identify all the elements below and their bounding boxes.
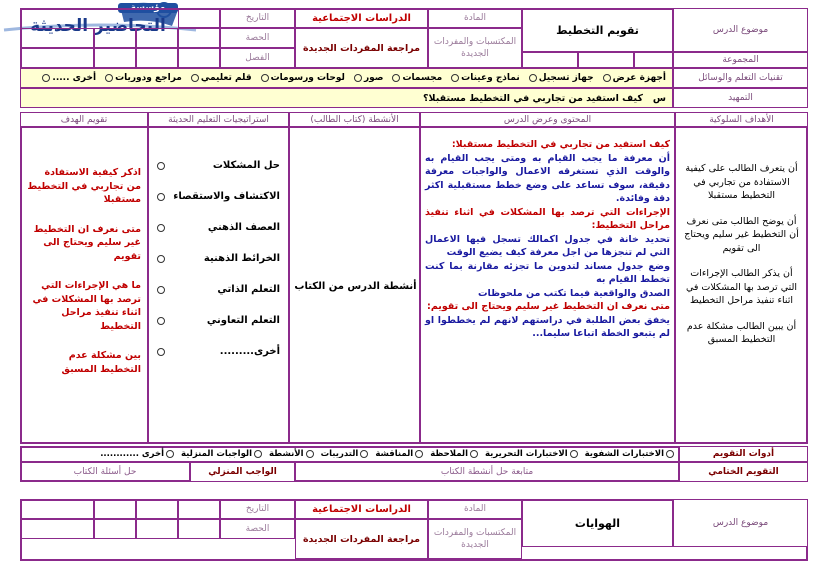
assessment-option-label: الاختبارات التحريرية	[485, 449, 568, 459]
date2-slot	[178, 499, 220, 519]
period2-label: الحصة	[220, 519, 295, 539]
content-paragraph: متى نعرف ان التخطيط غير سليم ويحتاج الى تقويم:	[427, 301, 670, 312]
date-slot	[178, 28, 220, 48]
final-value: متابعة حل أنشطة الكتاب	[295, 462, 679, 482]
radio-circle-icon[interactable]	[254, 450, 262, 458]
concepts-label: المكتسبات والمفردات الجديدة	[428, 28, 522, 68]
radio-circle-icon[interactable]	[306, 450, 314, 458]
strategy-option-label: أخرى.........	[219, 346, 280, 357]
radio-circle-icon[interactable]	[157, 255, 165, 263]
date-slot	[94, 28, 136, 48]
tool-option-label: جهاز تسجيل	[538, 73, 594, 83]
logo-line-2: التحاضير الحديثة	[30, 16, 166, 36]
content-paragraph: أن معرفة ما يجب القيام به ومتى يجب القيام به والوقت الذي تستغرقه الاعمال والواجبات معرفة دقيقة، سوف تساعد على وضع خطط مستقبلية اكثر دقة وفائدة.	[425, 152, 670, 204]
topic2-label: موضوع الدرس	[673, 499, 808, 547]
tool-option-label: أجهزة عرض	[612, 73, 666, 83]
radio-circle-icon[interactable]	[451, 74, 459, 82]
assessment-option-label: الملاحظة	[430, 449, 469, 459]
strategies-column	[148, 127, 289, 444]
strategy-option[interactable]	[157, 253, 280, 264]
intro-prefix: س	[652, 92, 666, 104]
assessment-option[interactable]	[375, 449, 423, 459]
topic-value: تقويم التخطيط	[522, 8, 673, 52]
radio-circle-icon[interactable]	[354, 74, 362, 82]
strategy-option[interactable]	[157, 284, 280, 295]
assessment-option-label: التدريبات	[320, 449, 359, 459]
topic-label: موضوع الدرس	[673, 8, 808, 52]
radio-circle-icon[interactable]	[157, 193, 165, 201]
strategy-option-label: التعلم الذاتي	[217, 284, 280, 295]
col-objectives-header: الأهداف السلوكية	[675, 112, 808, 127]
content-paragraph: تحديد خانة في جدول اكمالك تسجل فيها الاعمال التي لم تنجزها من اجل معرفة كيف يضيع الوقت	[425, 233, 670, 258]
assessment-option[interactable]	[269, 449, 314, 459]
radio-circle-icon[interactable]	[360, 450, 368, 458]
assessment-option-label: الواجبات المنزلية	[181, 449, 253, 459]
concepts-value: مراجعة المفردات الجديدة	[295, 28, 428, 68]
radio-circle-icon[interactable]	[157, 286, 165, 294]
assessment-option-label: المناقشة	[375, 449, 414, 459]
strategy-option-label: العصف الذهني	[207, 222, 280, 233]
assessment-options	[20, 446, 679, 462]
radio-circle-icon[interactable]	[157, 224, 165, 232]
evaluation-question: متى نعرف ان التخطيط غير سليم ويحتاج الى تقويم	[33, 223, 141, 262]
strategy-option-label: الخرائط الذهنية	[203, 253, 280, 264]
radio-circle-icon[interactable]	[42, 74, 50, 82]
tool-option[interactable]	[392, 73, 442, 83]
strategy-option[interactable]	[157, 160, 280, 171]
subject2-value: الدراسات الاجتماعية	[295, 499, 428, 519]
content-paragraph: يخفق بعض الطلبة في دراستهم لانهم لم يخططوا او لم يتبعو الخطة اتباعا سليما...	[425, 314, 670, 339]
date2-slot	[20, 519, 94, 539]
objectives-column	[675, 127, 808, 444]
col-strategies-header: استراتيجيات التعليم الحديثة	[148, 112, 289, 127]
logo-line-1: مؤسسة	[118, 3, 178, 13]
tool-option-label: لوحات ورسومات	[270, 73, 345, 83]
objective-item: أن يوضح الطالب متى نعرف أن التخطيط غير سليم ويحتاج الى تقويم	[684, 215, 799, 254]
homework-value: حل أسئلة الكتاب	[20, 462, 190, 482]
tool-option[interactable]	[354, 73, 384, 83]
subject-label: المادة	[428, 8, 522, 28]
strategy-option-label: الاكتشاف والاستقصاء	[173, 191, 280, 202]
assessment-option[interactable]	[181, 449, 262, 459]
date2-slot	[136, 519, 178, 539]
content-paragraph: الإجراءات التي ترصد بها المشكلات في اثناء تنفيذ مراحل التخطيط:	[425, 206, 670, 231]
strategy-option[interactable]	[157, 191, 280, 202]
date2-label: التاريخ	[220, 499, 295, 519]
final-label: التقويم الختامي	[679, 462, 808, 482]
radio-circle-icon[interactable]	[470, 450, 478, 458]
evaluation-question: اذكر كيفية الاستفادة من تجاربي في التخطيط مستقبلا	[27, 167, 141, 205]
date-slot	[94, 48, 136, 68]
radio-circle-icon[interactable]	[261, 74, 269, 82]
evaluation-question: بين مشكلة عدم التخطيط المسبق	[61, 350, 141, 375]
date-label: التاريخ	[220, 8, 295, 28]
radio-circle-icon[interactable]	[570, 450, 578, 458]
radio-circle-icon[interactable]	[157, 348, 165, 356]
radio-circle-icon[interactable]	[392, 74, 400, 82]
date2-slot	[20, 499, 94, 519]
tool-option-label: صور	[363, 73, 384, 83]
concepts2-value: مراجعة المفردات الجديدة	[295, 519, 428, 559]
group-label: المجموعة	[673, 52, 808, 68]
radio-circle-icon[interactable]	[666, 450, 674, 458]
tool-option[interactable]	[603, 73, 666, 83]
date-slot	[178, 48, 220, 68]
objective-item: أن يبين الطالب مشكلة عدم التخطيط المسبق	[686, 320, 797, 345]
homework-label: الواجب المنزلي	[190, 462, 295, 482]
intro-question-row	[20, 88, 673, 108]
topic-blank-2	[578, 52, 634, 68]
content-paragraph: الصدق والواقعية فيما تكتب من ملحوظات	[478, 287, 670, 299]
date2-slot	[94, 519, 136, 539]
content-column	[420, 127, 675, 444]
radio-circle-icon[interactable]	[415, 450, 423, 458]
radio-circle-icon[interactable]	[157, 317, 165, 325]
objective-item: أن يتعرف الطالب على كيفية الاستفادة من تجاربي في التخطيط مستقبلا	[685, 163, 798, 201]
tool-option-label: نماذج وعينات	[461, 73, 520, 83]
activities-text: أنشطة الدرس من الكتاب	[294, 281, 417, 292]
radio-circle-icon[interactable]	[191, 74, 199, 82]
strategy-option[interactable]	[157, 346, 280, 357]
activities-column	[289, 127, 420, 444]
col-activities-header: الأنشطة (كتاب الطالب)	[289, 112, 420, 127]
date2-slot	[136, 499, 178, 519]
radio-circle-icon[interactable]	[529, 74, 537, 82]
col-evaluation-header: تقويم الهدف	[20, 112, 148, 127]
subject2-label: المادة	[428, 499, 522, 519]
col-content-header: المحتوى وعرض الدرس	[420, 112, 675, 127]
tool-option[interactable]	[451, 73, 520, 83]
tool-option-label: أخرى .....	[52, 73, 97, 83]
tool-option[interactable]	[191, 73, 252, 83]
radio-circle-icon[interactable]	[603, 74, 611, 82]
tool-option[interactable]	[42, 73, 96, 83]
assessment-option[interactable]	[321, 449, 369, 459]
radio-circle-icon[interactable]	[157, 162, 165, 170]
content-paragraph: وضع جدول مساند لتدوين ما تجزئه مقارنة بما كنت تخطط القيام به	[425, 260, 670, 285]
intro-label: التمهيد	[673, 88, 808, 108]
assessment-option-label: الأنشطة	[269, 449, 304, 459]
radio-circle-icon[interactable]	[105, 74, 113, 82]
tool-option[interactable]	[529, 73, 594, 83]
topic-blank-1	[522, 52, 578, 68]
date-slot	[136, 28, 178, 48]
strategy-option[interactable]	[157, 315, 280, 326]
concepts2-label: المكتسبات والمفردات الجديدة	[428, 519, 522, 559]
objective-item: أن يذكر الطالب الإجراءات التي ترصد بها المشكلات في اثناء تنفيذ مراحل التخطيط	[685, 268, 798, 306]
strategy-option-label: التعلم التعاوني	[206, 315, 280, 326]
strategy-option[interactable]	[157, 222, 280, 233]
tool-option[interactable]	[261, 73, 345, 83]
tool-option[interactable]	[105, 73, 182, 83]
assessment-option-label: أخرى ............	[100, 449, 165, 459]
assessment-option-label: الاختبارات الشفوية	[584, 449, 664, 459]
evaluation-column	[20, 127, 148, 444]
radio-circle-icon[interactable]	[166, 450, 174, 458]
date-slot	[136, 48, 178, 68]
assessment-option[interactable]	[100, 449, 174, 459]
topic-blank-3	[634, 52, 673, 68]
date2-slot	[178, 519, 220, 539]
tool-option-label: مراجع ودوريات	[115, 73, 182, 83]
tools-options	[20, 68, 673, 88]
evaluation-question: ما هي الإجراءات التي ترصد بها المشكلات في اثناء تنفيذ مراحل التخطيط	[32, 280, 141, 332]
assessment-option[interactable]	[585, 449, 674, 459]
tool-option-label: مجسمات	[402, 73, 443, 83]
topic2-value: الهوايات	[522, 499, 673, 547]
strategy-option-label: حل المشكلات	[212, 160, 280, 171]
assessment-label: أدوات التقويم	[679, 446, 808, 462]
assessment-option[interactable]	[485, 449, 578, 459]
content-paragraph: كيف استفيد من تجاربي في التخطيط مستقبلا:	[451, 139, 670, 150]
date-slot	[20, 28, 94, 48]
date2-slot	[94, 499, 136, 519]
period-label: الحصة	[220, 28, 295, 48]
date-slot	[20, 48, 94, 68]
subject-value: الدراسات الاجتماعية	[295, 8, 428, 28]
class-label: الفصل	[220, 48, 295, 68]
date-slot	[178, 8, 220, 28]
tool-option-label: قلم تعليمي	[200, 73, 252, 83]
assessment-option[interactable]	[430, 449, 478, 459]
intro-question: كيف استفيد من تجاربي في التخطيط مستقبلا؟	[423, 92, 643, 104]
tools-label: تقنيات التعلم والوسائل	[673, 68, 808, 88]
